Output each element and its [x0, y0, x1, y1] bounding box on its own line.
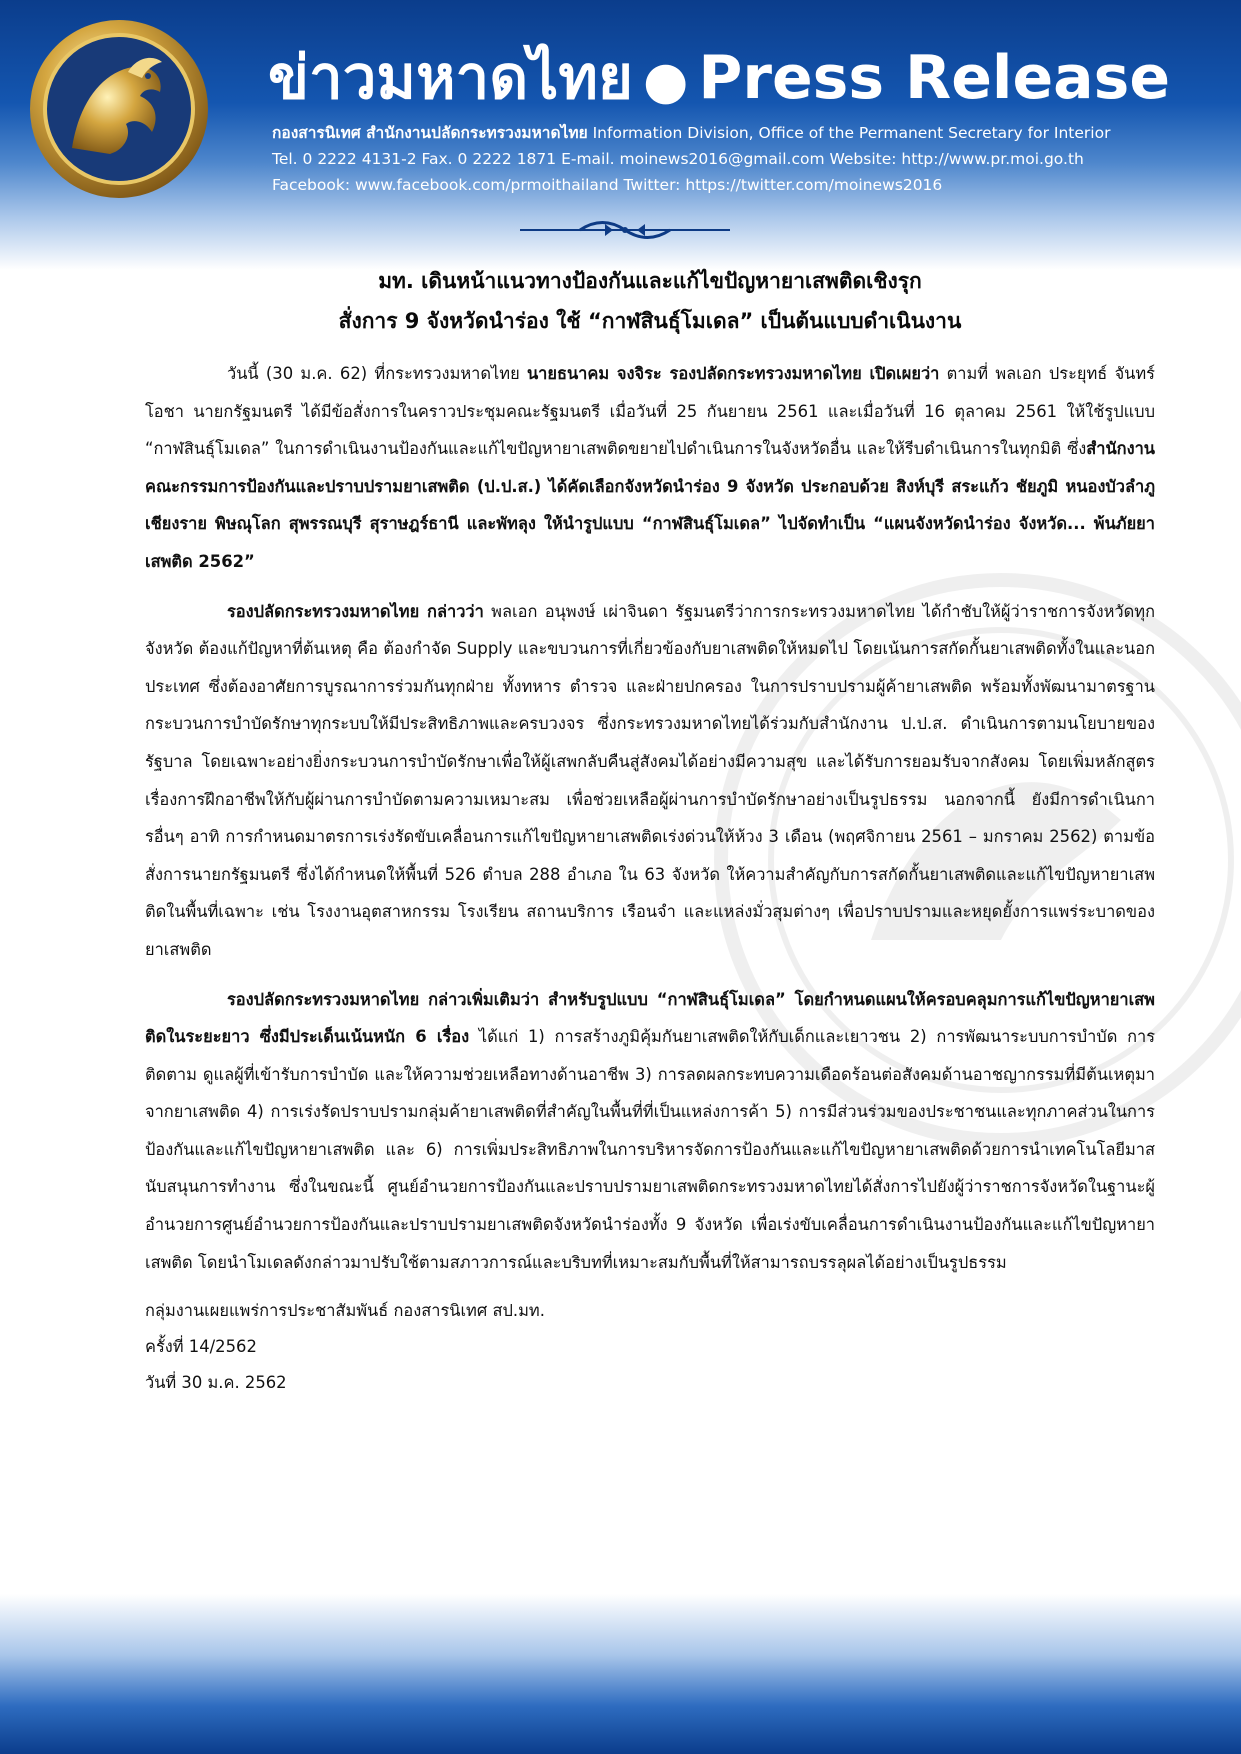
org-name-en: Information Division, Office of the Permanent Secretary for Interior: [592, 124, 1111, 142]
org-line: [272, 120, 1232, 146]
bullet-icon: ●: [643, 51, 689, 111]
footer-band: [0, 1594, 1241, 1754]
article-title-line1: มท. เดินหน้าแนวทางป้องกันและแก้ไขปัญหายาเสพติดเชิงรุก: [378, 269, 922, 293]
p2-body: พลเอก อนุพงษ์ เผ่าจินดา รัฐมนตรีว่าการกระทรวงมหาดไทย ได้กำชับให้ผู้ว่าราชการจังหวัดทุกจังหวัด ต้องแก้ปัญหาที่ต้นเหตุ คือ ต้องกำจัด Supply และขบวนการที่เกี่ยวข้องกับยาเสพติดให้หมดไป โดยเน้นการสกัดกั้นยาเสพติดทั้งในและนอกประเทศ ซึ่งต้องอาศัยการบูรณาการร่วมกันทุกฝ่าย ทั้งทหาร ตำรวจ และฝ่ายปกครอง ในการปราบปรามผู้ค้ายาเสพติด พร้อมทั้งพัฒนามาตรฐานกระบวนการบำบัดรักษาทุกระบบให้มีประสิทธิภาพและครบวงจร ซึ่งกระทรวงมหาดไทยได้ร่วมกับสำนักงาน ป.ป.ส. ดำเนินการตามนโยบายของรัฐบาล โดยเฉพาะอย่างยิ่งกระบวนการบำบัดรักษาเพื่อให้ผู้เสพกลับคืนสู่สังคมได้อย่างมีความสุข และได้รับการยอมรับจากสังคม โดยเพิ่มหลักสูตรเรื่องการฝึกอาชีพให้กับผู้ผ่านการบำบัดตามความเหมาะสม เพื่อช่วยเหลือผู้ผ่านการบำบัดรักษาอย่างเป็นรูปธรรม นอกจากนี้ ยังมีการดำเนินการอื่นๆ อาทิ การกำหนดมาตรการเร่งรัดขับเคลื่อนการแก้ไขปัญหายาเสพติดเร่งด่วนให้ห้วง 3 เดือน (พฤศจิกายน 2561 – มกราคม 2562) ตามข้อสั่งการนายกรัฐมนตรี ซึ่งได้กำหนดให้พื้นที่ 526 ตำบล 288 อำเภอ ใน 63 จังหวัด ให้ความสำคัญกับการสกัดกั้นยาเสพติดและแก้ไขปัญหายาเสพติดในพื้นที่เฉพาะ เช่น โรงงานอุตสาหกรรม โรงเรียน สถานบริการ เรือนจำ และแหล่งมั่วสุมต่างๆ เพื่อปราบปรามและหยุดยั้งการแพร่ระบาดของยาเสพติด: [145, 601, 1155, 959]
article-title-line2: สั่งการ 9 จังหวัดนำร่อง ใช้ “กาฬสินธุ์โมเดล” เป็นต้นแบบดำเนินงาน: [338, 309, 962, 333]
article-title: [145, 261, 1155, 341]
p2-lead: รองปลัดกระทรวงมหาดไทย กล่าวว่า: [227, 601, 484, 621]
masthead-title-en: Press Release: [698, 43, 1171, 113]
social-line: Facebook: www.facebook.com/prmoithailand Twitter: https://twitter.com/moinews2016: [272, 176, 943, 194]
p1-speaker: นายธนาคม จงจิระ รองปลัดกระทรวงมหาดไทย เปิดเผยว่า: [526, 364, 940, 383]
p1-intro: วันนี้ (30 ม.ค. 62) ที่กระทรวงมหาดไทย: [227, 364, 527, 383]
masthead-title-th: ข่าวมหาดไทย: [268, 43, 634, 113]
p3-body: ได้แก่ 1) การสร้างภูมิคุ้มกันยาเสพติดให้กับเด็กและเยาวชน 2) การพัฒนาระบบการบำบัด การติดตาม ดูแลผู้ที่เข้ารับการบำบัด และให้ความช่วยเหลือทางด้านอาชีพ 3) การลดผลกระทบความเดือดร้อนต่อสังคมด้านอาชญากรรมที่มีต้นเหตุมาจากยาเสพติด 4) การเร่งรัดปราบปรามกลุ่มค้ายาเสพติดที่สำคัญในพื้นที่ที่เป็นแหล่งการค้า 5) การมีส่วนร่วมของประชาชนและทุกภาคส่วนในการป้องกันและแก้ไขปัญหายาเสพติด และ 6) การเพิ่มประสิทธิภาพในการบริหารจัดการป้องกันและแก้ไขปัญหายาเสพติดด้วยการนำเทคโนโลยีมาสนับสนุนการทำงาน ซึ่งในขณะนี้ ศูนย์อำนวยการป้องกันและปราบปรามยาเสพติดกระทรวงมหาดไทยได้สั่งการไปยังผู้ว่าราชการจังหวัดในฐานะผู้อำนวยการศูนย์อำนวยการป้องกันและปราบปรามยาเสพติดจังหวัดนำร่องทั้ง 9 จังหวัด เพื่อเร่งขับเคลื่อนการดำเนินงานป้องกันและแก้ไขปัญหายาเสพติด โดยนำโมเดลดังกล่าวมาปรับใช้ตามสภาวการณ์และบริบทที่เหมาะสมกับพื้นที่ให้สามารถบรรลุผลได้อย่างเป็นรูปธรรม: [145, 1027, 1155, 1272]
sign-unit: กลุ่มงานเผยแพร่การประชาสัมพันธ์ กองสารนิเทศ สป.มท.: [145, 1301, 545, 1321]
masthead: [268, 40, 1223, 119]
paragraph-2: [145, 593, 1155, 969]
paragraph-1: [145, 355, 1155, 581]
article: [145, 257, 1155, 1401]
contact-block: [272, 120, 1232, 198]
sign-number: ครั้งที่ 14/2562: [145, 1337, 257, 1357]
signature-block: [145, 1293, 1155, 1401]
p1-highlight: สำนักงานคณะกรรมการป้องกันและปราบปรามยาเสพติด (ป.ป.ส.) ได้คัดเลือกจังหวัดนำร่อง 9 จังหวัด ประกอบด้วย สิงห์บุรี สระแก้ว ชัยภูมิ หนองบัวลำภู เชียงราย พิษณุโลก สุพรรณบุรี สุราษฎร์ธานี และพัทลุง ให้นำรูปแบบ “กาฬสินธุ์โมเดล” ไปจัดทำเป็น “แผนจังหวัดนำร่อง จังหวัด... พ้นภัยยาเสพติด 2562”: [145, 439, 1155, 571]
golden-lion-seal-icon: [28, 18, 210, 200]
p3-lead: รองปลัดกระทรวงมหาดไทย กล่าวเพิ่มเติมว่า สำหรับรูปแบบ “กาฬสินธุ์โมเดล” โดยกำหนดแผนให้ครอบคลุมการแก้ไขปัญหายาเสพติดในระยะยาว ซึ่งมีประเด็นเน้นหนัก 6 เรื่อง: [145, 989, 1155, 1047]
ornamental-divider-icon: [520, 216, 730, 244]
org-name-th: กองสารนิเทศ สำนักงานปลัดกระทรวงมหาดไทย: [272, 124, 588, 142]
contact-line: Tel. 0 2222 4131-2 Fax. 0 2222 1871 E-mail. moinews2016@gmail.com Website: http://www.pr.moi.go.th: [272, 150, 1084, 168]
paragraph-3: [145, 981, 1155, 1282]
sign-date: วันที่ 30 ม.ค. 2562: [145, 1373, 287, 1393]
p1-body: ตามที่ พลเอก ประยุทธ์ จันทร์โอชา นายกรัฐมนตรี ได้มีข้อสั่งการในคราวประชุมคณะรัฐมนตรี เมื่อวันที่ 25 กันยายน 2561 และเมื่อวันที่ 16 ตุลาคม 2561 ให้ใช้รูปแบบ “กาฬสินธุ์โมเดล” ในการดำเนินงานป้องกันและแก้ไขปัญหายาเสพติดขยายไปดำเนินการในจังหวัดอื่น และให้รีบดำเนินการในทุกมิติ ซึ่ง: [145, 364, 1155, 459]
